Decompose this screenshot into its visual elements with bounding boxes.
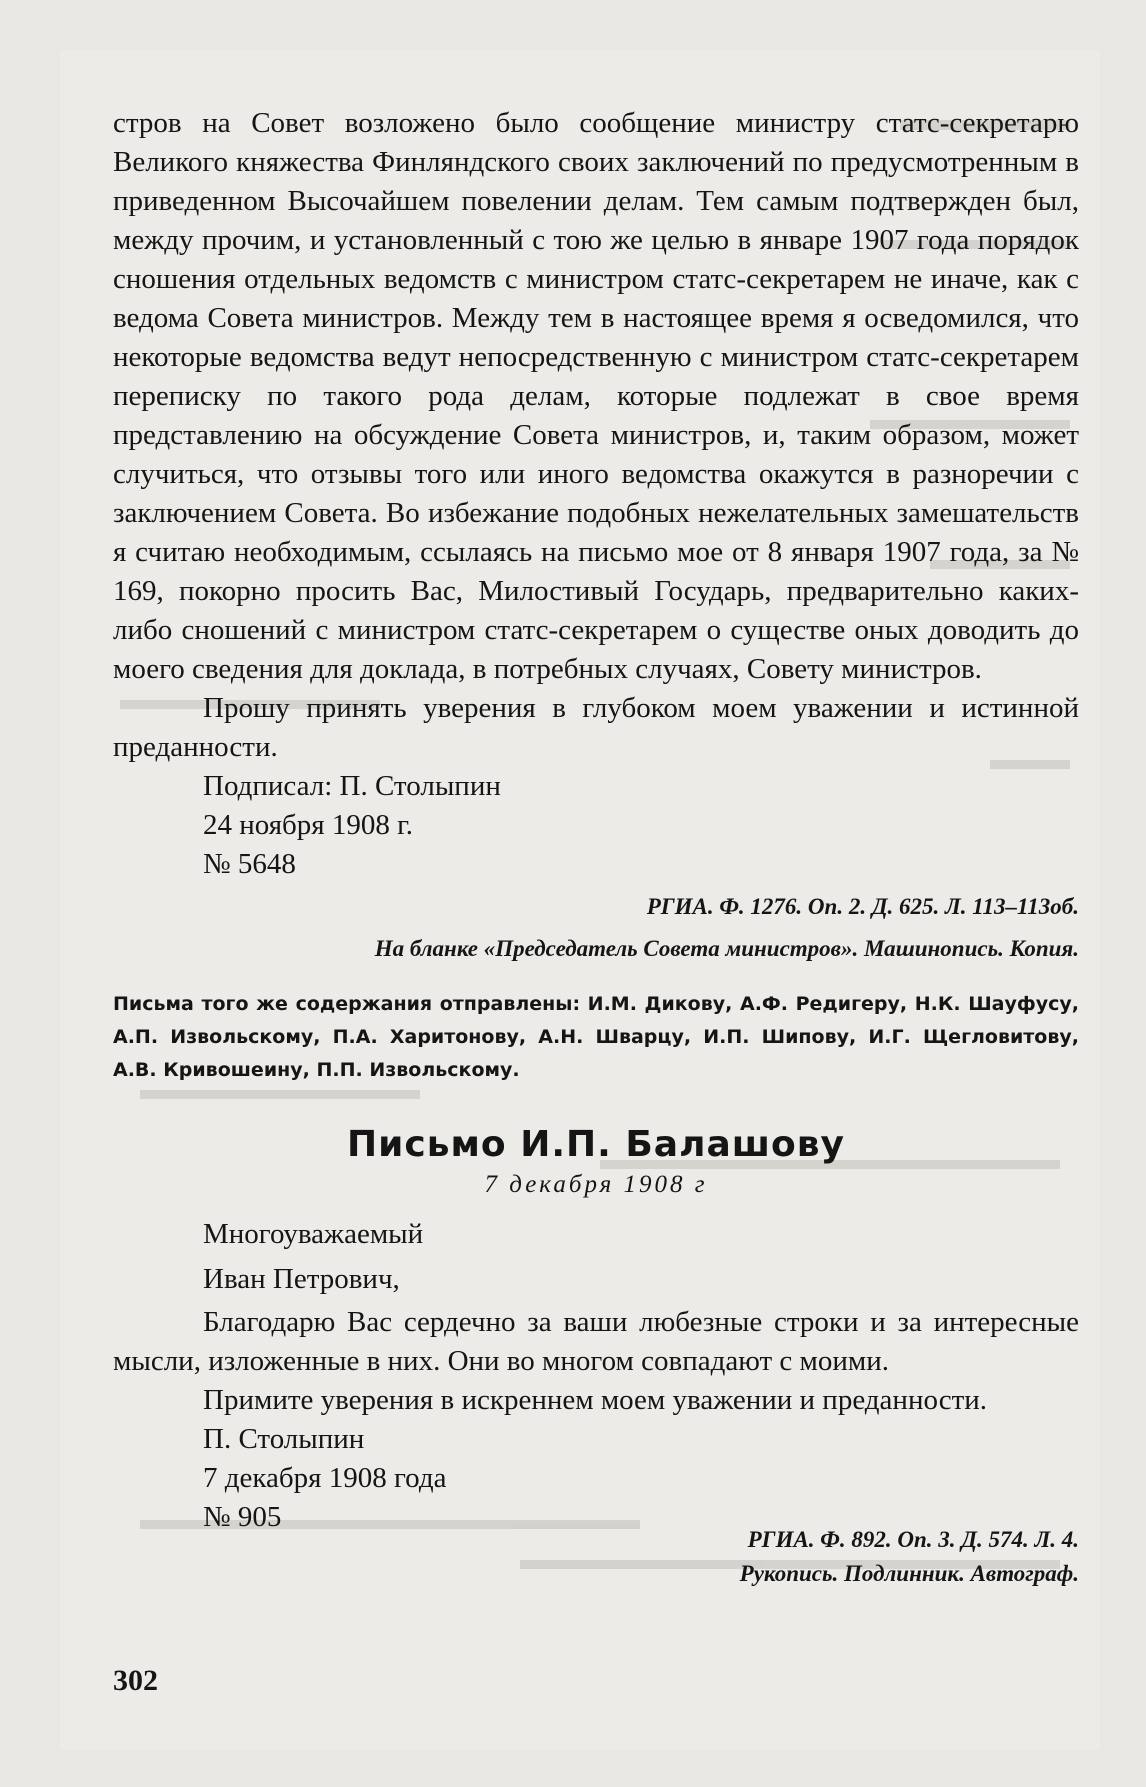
section-date: 7 декабря 1908 г [484, 1171, 708, 1198]
recipients-note: Письма того же содержания отправлены: И.М. Дикову, А.Ф. Редигеру, Н.К. Шауфусу, А.П. Извольскому, П.А. Харитонову, А.Н. Шварцу, И.П. Шипову, И.Г. Щегловитову, А.В. Кривошеину, П.П. Извольскому. [113, 993, 1079, 1081]
signed-line: Подписал: П. Столыпин [203, 770, 501, 802]
page-content [113, 104, 1079, 1591]
document-form-note-2: Рукопись. Подлинник. Автограф. [739, 1561, 1079, 1586]
letter-body: Благодарю Вас сердечно за ваши любезные строки и за интересные мысли, изложенные в них. Они во многом совпадают с моими. [113, 1306, 1079, 1377]
signature: П. Столыпин [203, 1423, 365, 1455]
letter-date: 24 ноября 1908 г. [203, 809, 414, 841]
section-title: Письмо И.П. Балашову [347, 1124, 845, 1165]
closing-paragraph: Прошу принять уверения в глубоком моем уважении и истинной преданности. [113, 692, 1079, 763]
letter-date-2: 7 декабря 1908 года [203, 1462, 447, 1494]
greeting-line-2: Иван Петрович, [203, 1263, 400, 1295]
page-number: 302 [113, 1664, 158, 1697]
letter-number: № 5648 [203, 848, 296, 880]
letter-closing: Примите уверения в искреннем моем уважении и преданности. [203, 1384, 988, 1416]
greeting-line-1: Многоуважаемый [203, 1218, 424, 1250]
letter-number-2: № 905 [203, 1501, 282, 1533]
archive-source-2: РГИА. Ф. 892. Оп. 3. Д. 574. Л. 4. [747, 1527, 1079, 1552]
document-form-note: На бланке «Председатель Совета министров». Машинопись. Копия. [374, 936, 1079, 961]
archive-source: РГИА. Ф. 1276. Оп. 2. Д. 625. Л. 113–113об. [646, 894, 1079, 919]
letter-body-paragraph: стров на Совет возложено было сообщение министру статс-секретарю Великого княжества Финляндского своих заключений по предусмотренным в приведенном Высочайшем повелении делам. Тем самым подтвержден был, между прочим, и установленный с тою же целью в январе 1907 года порядок сношения отдельных ведомств с министром статс-секретарем не иначе, как с ведома Совета министров. Между тем в настоящее время я осведомился, что некоторые ведомства ведут непосредственную с министром статс-секретарем переписку по такого рода делам, которые подлежат в свое время представлению на обсуждение Совета министров, и, таким образом, может случиться, что отзывы того или иного ведомства окажутся в разноречии с заключением Совета. Во избежание подобных нежелательных замешательств я считаю необходимым, ссылаясь на письмо мое от 8 января 1907 года, за № 169, покорно просить Вас, Милостивый Государь, предварительно каких-либо сношений с министром статс-секретарем о существе оных доводить до моего сведения для доклада, в потребных случаях, Совету министров. [113, 107, 1079, 685]
